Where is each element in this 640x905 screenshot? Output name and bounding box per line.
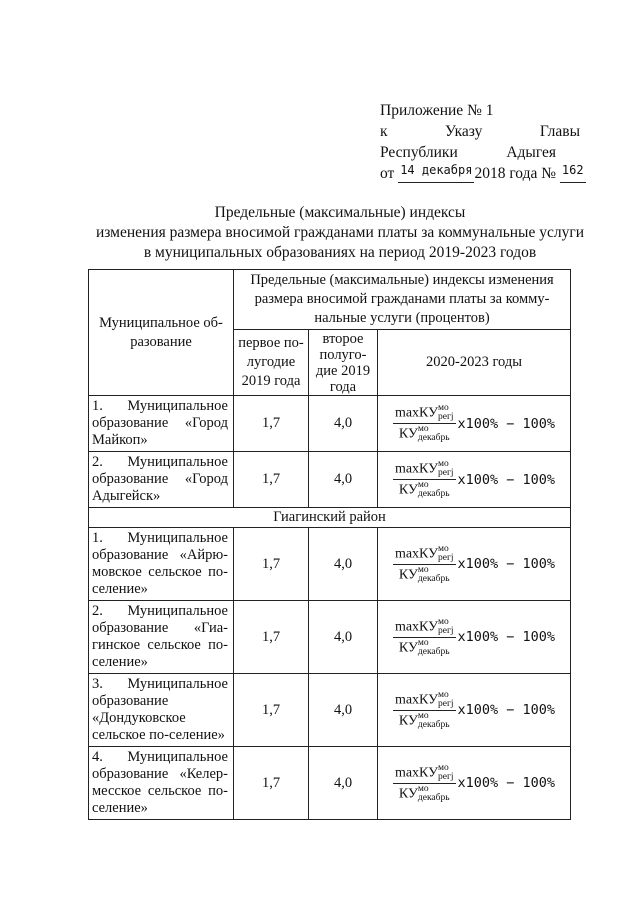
table-row <box>89 396 571 452</box>
annex-word: Адыгея <box>506 144 556 161</box>
index-2020-2023 <box>378 396 571 452</box>
header-2019-second-half: второе полуго- дие 2019 года <box>309 330 378 396</box>
annex-line-to-decree <box>380 121 580 142</box>
title-line: в муниципальных образованиях на период 2019-2023 годов <box>143 244 537 261</box>
municipality-name: 4. Муниципальное образование «Келер-месское сельское по-селение» <box>89 747 234 820</box>
index-2019-second-half: 4,0 <box>309 674 378 747</box>
index-2019-second-half: 4,0 <box>309 452 378 508</box>
formula-fraction <box>393 545 456 584</box>
index-2020-2023 <box>378 601 571 674</box>
date-prefix: от <box>380 165 395 182</box>
formula-fraction <box>393 764 456 803</box>
document-title <box>60 203 620 263</box>
title-line: Предельные (максимальные) индексы <box>214 204 466 221</box>
index-2019-second-half: 4,0 <box>309 601 378 674</box>
formula-denominator: КУ мо декабрь <box>398 637 450 657</box>
table-row <box>89 674 571 747</box>
formula-numerator: maxКУ мо регj <box>394 689 454 709</box>
header-2019-first-half: первое по- лугодие 2019 года <box>234 330 309 396</box>
index-2020-2023 <box>378 452 571 508</box>
title-line: изменения размера вносимой гражданами платы за коммунальные услуги <box>95 224 584 241</box>
header-municipality: Муниципальное об- разование <box>89 270 234 396</box>
annex-title: Приложение № 1 <box>380 102 494 119</box>
index-formula <box>378 691 570 730</box>
annex-date-line <box>380 163 584 184</box>
formula-fraction <box>393 691 456 730</box>
annex-word: Главы <box>539 123 580 140</box>
index-2020-2023 <box>378 528 571 601</box>
formula-numerator: maxКУ мо регj <box>394 403 454 422</box>
index-formula <box>378 460 570 499</box>
municipality-name: 2. Муниципальное образование «Город Адыгейск» <box>89 452 234 508</box>
table-row <box>89 528 571 601</box>
municipality-name: 1. Муниципальное образование «Город Майкоп» <box>89 396 234 452</box>
handwritten-number: 162 <box>560 163 586 183</box>
table-row <box>89 452 571 508</box>
formula-numerator: maxКУ мо регj <box>394 762 454 782</box>
annex-block <box>380 100 584 184</box>
index-2019-second-half: 4,0 <box>309 747 378 820</box>
formula-tail: x100% − 100% <box>457 415 556 432</box>
index-formula <box>378 618 570 657</box>
formula-fraction <box>393 460 456 499</box>
formula-tail: x100% − 100% <box>457 775 556 791</box>
index-2020-2023 <box>378 747 571 820</box>
index-2019-first-half: 1,7 <box>234 528 309 601</box>
header-indices-group: Предельные (максимальные) индексы изменения размера вносимой гражданами платы за комму- нальные услуги (процентов) <box>234 270 571 330</box>
formula-fraction <box>393 618 456 657</box>
index-formula <box>378 545 570 584</box>
formula-tail: x100% − 100% <box>457 702 556 718</box>
index-formula <box>378 404 570 443</box>
formula-denominator: КУ мо декабрь <box>398 710 450 730</box>
municipality-name: 3. Муниципальное образование «Дондуковское сельское по-селение» <box>89 674 234 747</box>
formula-denominator: КУ мо декабрь <box>398 564 450 584</box>
index-2019-first-half: 1,7 <box>234 674 309 747</box>
annex-word: Указу <box>445 123 483 140</box>
section-title: Гиагинский район <box>89 508 571 528</box>
formula-fraction <box>393 404 456 443</box>
indices-table <box>88 269 571 820</box>
formula-tail: x100% − 100% <box>457 629 556 645</box>
index-2019-second-half: 4,0 <box>309 528 378 601</box>
index-2019-second-half: 4,0 <box>309 396 378 452</box>
formula-numerator: maxКУ мо регj <box>394 616 454 636</box>
annex-line-republic <box>380 142 556 163</box>
formula-denominator: КУ мо декабрь <box>398 783 450 803</box>
table-body <box>89 396 571 820</box>
formula-denominator: КУ мо декабрь <box>398 480 450 499</box>
formula-tail: x100% − 100% <box>457 556 556 572</box>
formula-denominator: КУ мо декабрь <box>398 424 450 443</box>
index-2020-2023 <box>378 674 571 747</box>
header-2020-2023: 2020-2023 годы <box>378 330 571 396</box>
date-year: 2018 года № <box>474 165 557 182</box>
index-2019-first-half: 1,7 <box>234 747 309 820</box>
index-2019-first-half: 1,7 <box>234 452 309 508</box>
annex-word: Республики <box>380 144 458 161</box>
index-formula <box>378 764 570 803</box>
table-row <box>89 747 571 820</box>
index-2019-first-half: 1,7 <box>234 601 309 674</box>
formula-tail: x100% − 100% <box>457 471 556 488</box>
formula-numerator: maxКУ мо регj <box>394 543 454 563</box>
annex-word: к <box>380 123 388 140</box>
index-2019-first-half: 1,7 <box>234 396 309 452</box>
section-row <box>89 508 571 528</box>
municipality-name: 1. Муниципальное образование «Айрю-мовское сельское по-селение» <box>89 528 234 601</box>
formula-numerator: maxКУ мо регj <box>394 459 454 478</box>
municipality-name: 2. Муниципальное образование «Гиа-гинское сельское по-селение» <box>89 601 234 674</box>
handwritten-date: 14 декабря <box>398 163 474 183</box>
table-row <box>89 601 571 674</box>
